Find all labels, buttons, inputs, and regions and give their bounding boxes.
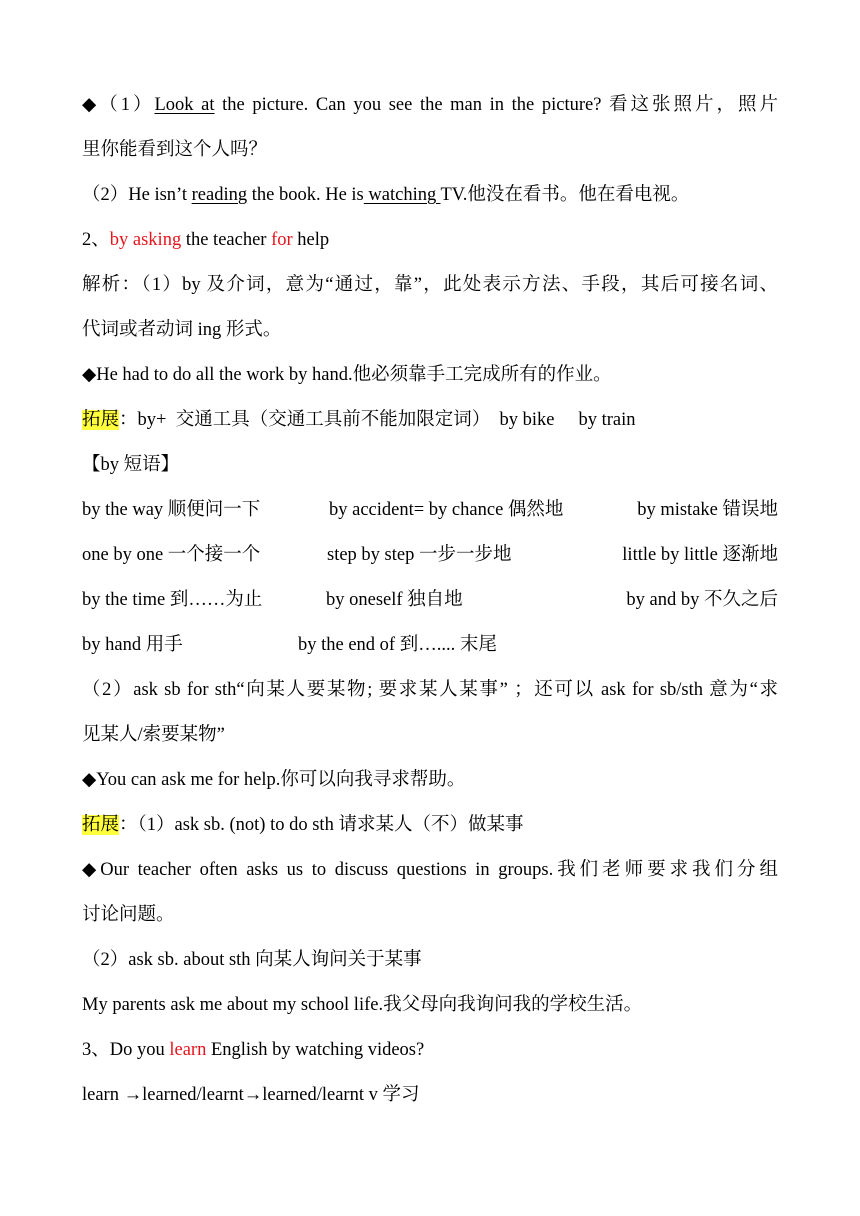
underlined-watching: watching bbox=[363, 185, 441, 205]
heading-by-asking: 2、by asking the teacher for help bbox=[82, 230, 330, 250]
example-line-look-at: ◆（1）Look at the picture. Can you see the man in the picture? 看这张照片，照片 bbox=[82, 95, 779, 115]
phrase-item: by mistake 错误地 bbox=[637, 500, 778, 520]
learn-forms: learn →learned/learnt→learned/learnt v 学习 bbox=[82, 1085, 420, 1105]
by-phrases-heading: 【by 短语】 bbox=[82, 455, 180, 475]
example-by-hand: ◆He had to do all the work by hand.他必须靠手工完成所有的作业。 bbox=[82, 365, 612, 385]
example-ask-for-help: ◆You can ask me for help.你可以向我寻求帮助。 bbox=[82, 770, 466, 790]
analysis-line-cont: 代词或者动词 ing 形式。 bbox=[82, 320, 282, 340]
phrase-item: by accident= by chance 偶然地 bbox=[329, 500, 564, 520]
keyword-learn: learn bbox=[169, 1040, 207, 1060]
phrase-row bbox=[82, 630, 778, 660]
example-ask-us: ◆Our teacher often asks us to discuss questions in groups.我们老师要求我们分组 bbox=[82, 860, 778, 880]
phrase-item: step by step 一步一步地 bbox=[327, 545, 512, 565]
analysis-line: 解析：（1）by 及介词，意为“通过，靠”，此处表示方法、手段，其后可接名词、 bbox=[82, 275, 778, 295]
ask-for-explanation-cont: 见某人/索要某物” bbox=[82, 725, 225, 745]
phrase-item: by hand 用手 bbox=[82, 635, 183, 655]
ask-about-explanation: （2）ask sb. about sth 向某人询问关于某事 bbox=[82, 950, 422, 970]
keyword-by-asking: by asking bbox=[109, 230, 182, 250]
phrase-item: by oneself 独自地 bbox=[326, 590, 463, 610]
phrase-row bbox=[82, 495, 778, 525]
heading-learn: 3、Do you learn English by watching videos? bbox=[82, 1040, 425, 1060]
extension-ask-to-do: 拓展：（1）ask sb. (not) to do sth 请求某人（不）做某事 bbox=[82, 815, 524, 835]
underlined-look-at: Look at bbox=[154, 95, 215, 115]
phrase-row bbox=[82, 585, 778, 615]
ask-for-explanation: （2）ask sb for sth“向某人要某物; 要求某人某事” ；还可以 ask for sb/sth 意为“求 bbox=[82, 680, 778, 700]
example-line-reading: （2）He isn’t reading the book. He is watching TV.他没在看书。他在看电视。 bbox=[82, 185, 690, 205]
phrase-item: by and by 不久之后 bbox=[626, 590, 778, 610]
example-translation-cont: 里你能看到这个人吗？ bbox=[82, 140, 268, 160]
phrase-item: by the time 到……为止 bbox=[82, 590, 263, 610]
phrase-item: one by one 一个接一个 bbox=[82, 545, 261, 565]
phrase-row bbox=[82, 540, 778, 570]
underlined-reading: reading bbox=[191, 185, 248, 205]
keyword-for: for bbox=[271, 230, 293, 250]
phrase-item: by the way 顺便问一下 bbox=[82, 500, 261, 520]
example-ask-us-cont: 讨论问题。 bbox=[82, 905, 175, 925]
extension-label: 拓展 bbox=[82, 815, 120, 835]
example-ask-about: My parents ask me about my school life.我父母向我询问我的学校生活。 bbox=[82, 995, 643, 1015]
extension-transport: 拓展：by+ 交通工具（交通工具前不能加限定词） by bike by train bbox=[82, 410, 636, 430]
phrase-item: little by little 逐渐地 bbox=[622, 545, 778, 565]
phrase-item: by the end of 到….... 末尾 bbox=[298, 635, 497, 655]
extension-label: 拓展 bbox=[82, 410, 120, 430]
